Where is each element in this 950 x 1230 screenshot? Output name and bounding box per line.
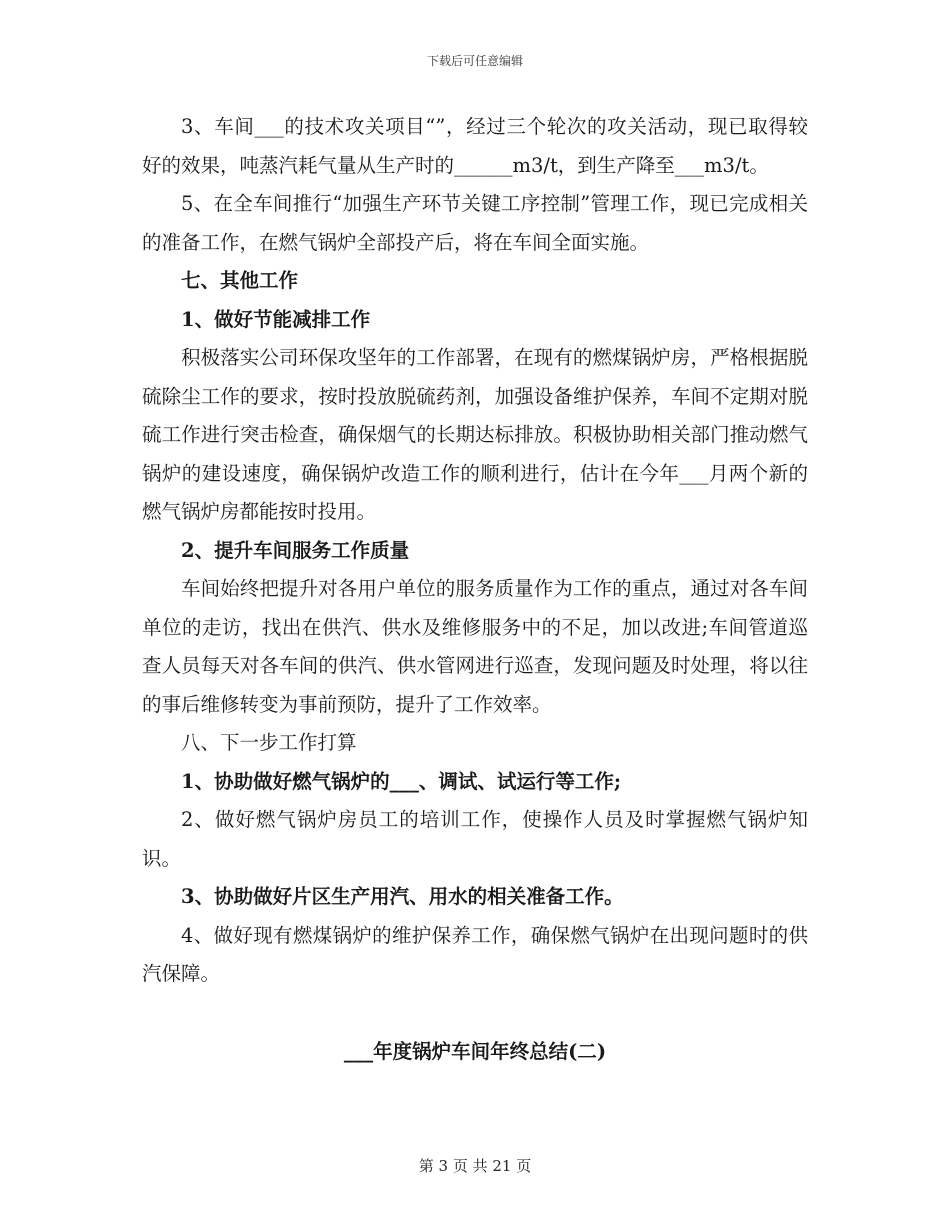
section-heading: 八、下一步工作打算 — [181, 731, 357, 754]
page-header: 下载后可任意编辑 — [426, 54, 523, 68]
list-item: 3、协助做好片区生产用汽、用水的相关准备工作。 — [181, 885, 624, 908]
list-item: 1、协助做好燃气锅炉的___、调试、试运行等工作; — [181, 769, 622, 793]
document-title: ___年度锅炉车间年终总结(二) — [343, 1040, 607, 1063]
subsection-heading: 2、提升车间服务工作质量 — [181, 538, 410, 562]
paragraph: 积极落实公司环保攻坚年的工作部署，在现有的燃煤锅炉房，严格根据脱硫除尘工作的要求，按时投放脱硫药剂，加强设备维护保养，车间不定期对脱硫工作进行突击检查，确保烟气的长期达标排放。积极协助相关部门推动燃气锅炉的建设速度，确保锅炉改造工作的顺利进行，估计在今年___月两个新的燃气锅炉房都能按时投用。 — [142, 346, 808, 523]
subsection-heading: 1、做好节能减排工作 — [181, 307, 371, 331]
section-heading: 七、其他工作 — [181, 269, 299, 292]
document-body — [142, 108, 808, 994]
paragraph: 车间始终把提升对各用户单位的服务质量作为工作的重点，通过对各车间单位的走访，找出在供汽、供水及维修服务中的不足，加以改进;车间管道巡查人员每天对各车间的供汽、供水管网进行巡查，发现问题及时处理，将以往的事后维修转变为事前预防，提升了工作效率。 — [142, 577, 808, 716]
paragraph: 5、在全车间推行“加强生产环节关键工序控制”管理工作，现已完成相关的准备工作，在燃气锅炉全部投产后，将在车间全面实施。 — [142, 192, 808, 254]
list-item: 4、做好现有燃煤锅炉的维护保养工作，确保燃气锅炉在出现问题时的供汽保障。 — [142, 923, 808, 985]
list-item: 2、做好燃气锅炉房员工的培训工作，使操作人员及时掌握燃气锅炉知识。 — [142, 808, 808, 870]
paragraph: 3、车间___的技术攻关项目“”，经过三个轮次的攻关活动，现已取得较好的效果，吨蒸汽耗气量从生产时的______m3/t，到生产降至___m3/t。 — [142, 115, 808, 177]
page-number: 第 3 页 共 21 页 — [418, 1157, 532, 1175]
